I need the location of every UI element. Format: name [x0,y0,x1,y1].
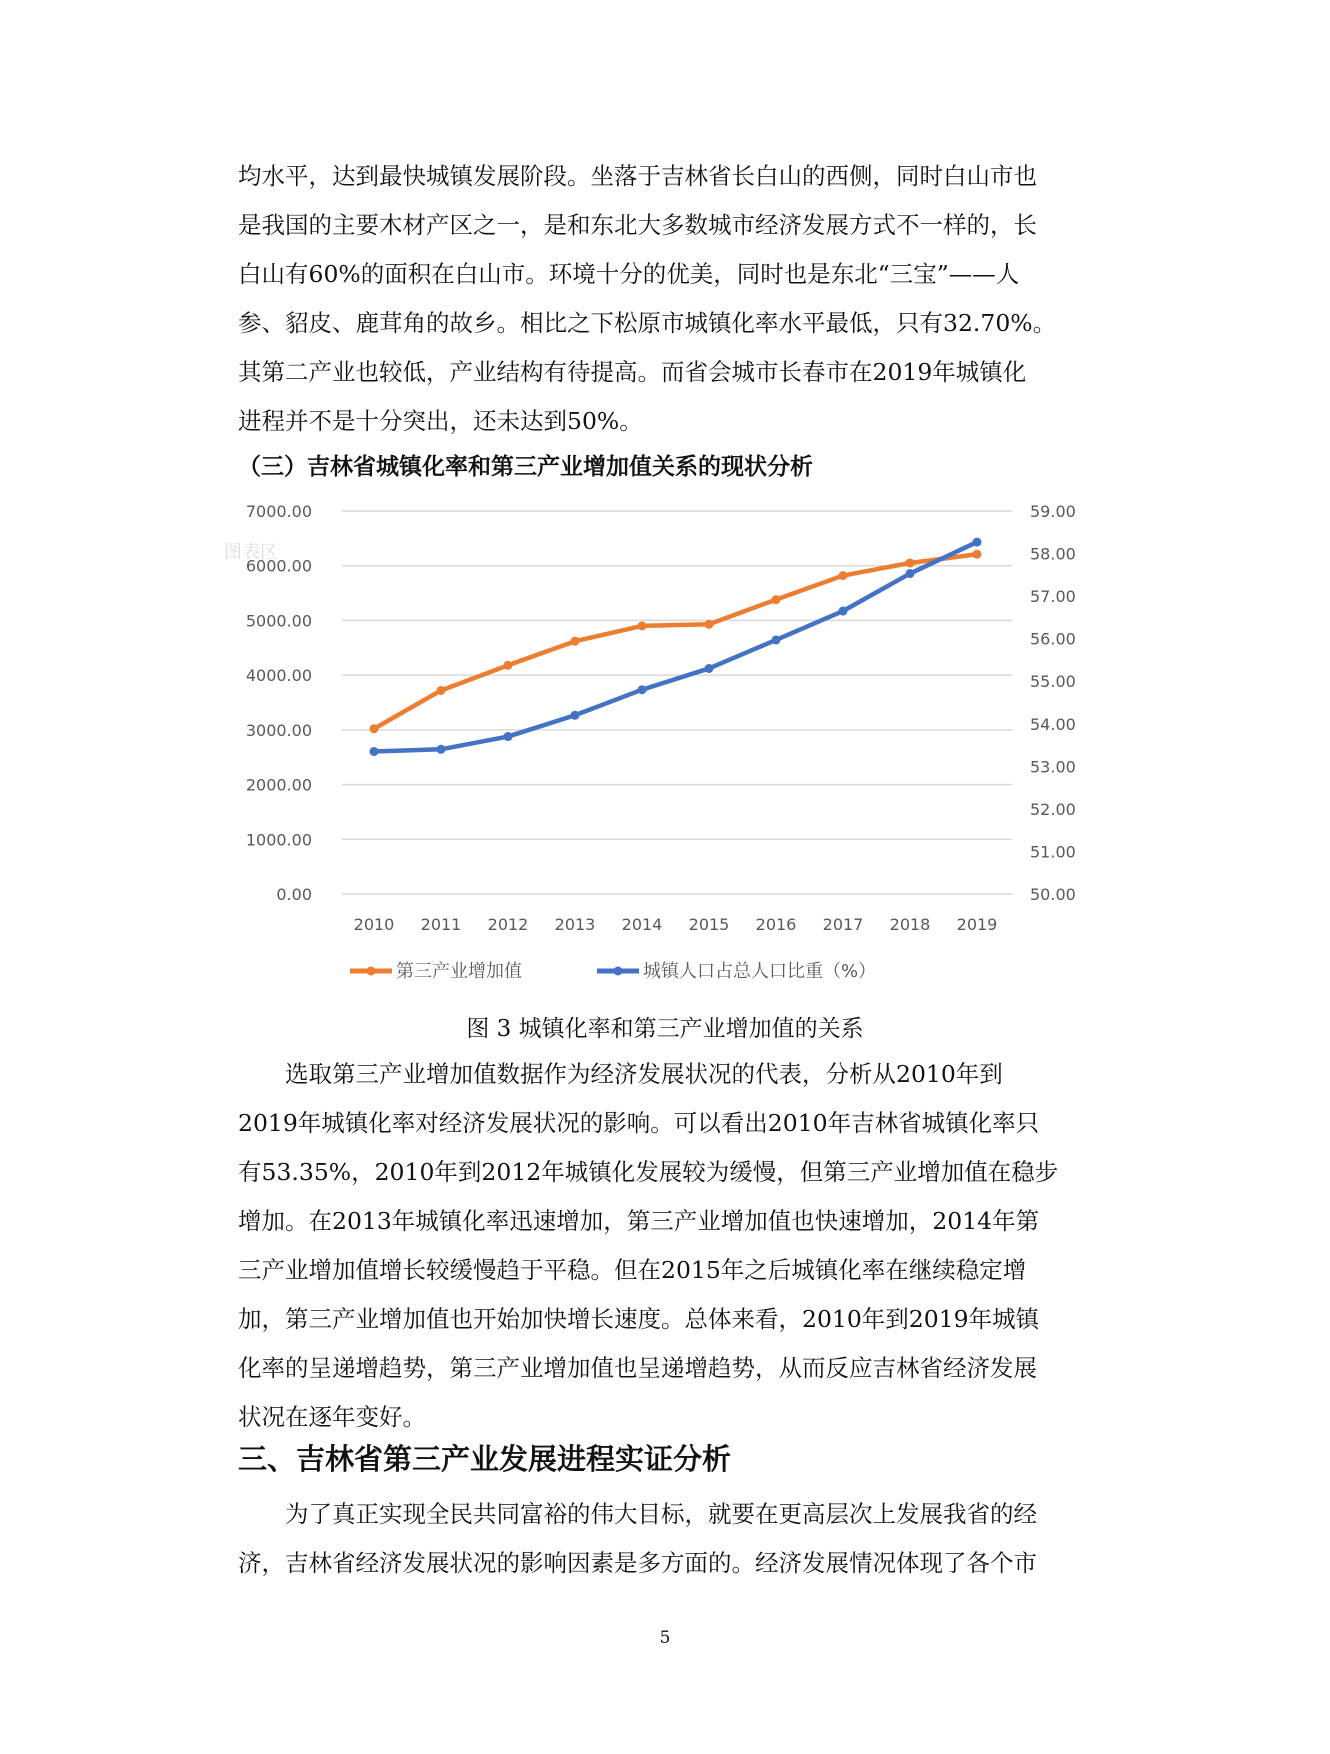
text-line: 化率的呈递增趋势，第三产业增加值也呈递增趋势，从而反应吉林省经济发展 [238,1354,1037,1382]
y-right-tick-label: 59.00 [1030,502,1076,521]
section-heading-2: 三、吉林省第三产业发展进程实证分析 [238,1442,732,1476]
x-tick-label: 2017 [822,915,864,934]
figure-caption: 图 3 城镇化率和第三产业增加值的关系 [466,1016,864,1042]
x-tick-label: 2015 [688,915,730,934]
y-left-tick-label: 0.00 [276,885,312,904]
text-line: 济，吉林省经济发展状况的影响因素是多方面的。经济发展情况体现了各个市 [238,1549,1037,1577]
y-right-tick-label: 57.00 [1030,587,1076,607]
y-right-tick-label: 52.00 [1030,799,1076,819]
y-left-tick-label: 2000.00 [245,775,312,795]
data-point [638,685,647,694]
legend-label: 城镇人口占总人口比重（%） [643,961,877,982]
data-point [772,635,781,644]
x-tick-label: 2019 [956,915,998,934]
data-point [437,745,446,754]
y-left-tick-label: 3000.00 [245,720,312,740]
line-chart [224,490,1090,1010]
x-tick-label: 2016 [755,915,797,934]
data-point [504,661,513,670]
text-line: 增加。在2013年城镇化率迅速增加，第三产业增加值也快速增加，2014年第 [238,1207,1040,1235]
x-tick-label: 2011 [420,915,462,934]
data-point [839,607,848,616]
text-line: 状况在逐年变好。 [238,1403,426,1431]
text-line: 为了真正实现全民共同富裕的伟大目标，就要在更高层次上发展我省的经 [238,1500,1037,1528]
text-line: 参、貂皮、鹿茸角的故乡。相比之下松原市城镇化率水平最低，只有32.70%。 [238,309,1057,337]
text-line: 均水平，达到最快城镇发展阶段。坐落于吉林省长白山的西侧，同时白山市也 [238,162,1037,190]
x-tick-label: 2012 [487,915,529,934]
text-line: 三产业增加值增长较缓慢趋于平稳。但在2015年之后城镇化率在继续稳定增 [238,1256,1027,1284]
data-point [973,550,982,559]
series-line-0 [374,554,977,729]
legend-marker [367,967,376,976]
x-tick-label: 2018 [889,915,931,934]
text-line: 选取第三产业增加值数据作为经济发展状况的代表，分析从2010年到 [238,1060,1003,1088]
y-left-tick-label: 1000.00 [245,830,312,850]
data-point [437,686,446,695]
watermark: 图表区 [224,542,278,563]
paragraph-2 [238,1050,1088,1442]
y-left-tick-label: 7000.00 [245,502,312,521]
data-point [370,747,379,756]
text-line: 白山有60%的面积在白山市。环境十分的优美，同时也是东北“三宝”——人 [238,260,1020,288]
y-left-tick-label: 4000.00 [245,666,312,686]
text-line: 有53.35%，2010年到2012年城镇化发展较为缓慢，但第三产业增加值在稳步 [238,1158,1059,1186]
data-point [906,558,915,567]
x-tick-label: 2010 [353,915,395,934]
text-line: 进程并不是十分突出，还未达到50%。 [238,407,643,435]
data-point [705,620,714,629]
data-point [973,538,982,547]
y-right-tick-label: 53.00 [1030,757,1076,777]
y-right-tick-label: 54.00 [1030,714,1076,734]
x-tick-label: 2013 [554,915,596,934]
legend-marker [614,967,623,976]
data-point [906,569,915,578]
y-right-tick-label: 51.00 [1030,842,1076,862]
page-number: 5 [659,1628,671,1648]
data-point [370,724,379,733]
text-line: 其第二产业也较低，产业结构有待提高。而省会城市长春市在2019年城镇化 [238,358,1027,386]
y-left-tick-label: 5000.00 [245,611,312,631]
y-left-tick-label: 6000.00 [245,556,312,576]
y-right-tick-label: 50.00 [1030,885,1076,904]
text-line: 2019年城镇化率对经济发展状况的影响。可以看出2010年吉林省城镇化率只 [238,1109,1040,1137]
data-point [772,595,781,604]
paragraph-1 [238,152,1088,446]
x-tick-label: 2014 [621,915,663,934]
y-right-tick-label: 58.00 [1030,544,1076,564]
series-line-1 [374,542,977,751]
legend-label: 第三产业增加值 [396,961,522,982]
text-line: 加，第三产业增加值也开始加快增长速度。总体来看，2010年到2019年城镇 [238,1305,1040,1333]
data-point [638,621,647,630]
data-point [705,664,714,673]
paragraph-3 [238,1490,1088,1588]
data-point [504,732,513,741]
text-line: 是我国的主要木材产区之一，是和东北大多数城市经济发展方式不一样的，长 [238,211,1037,239]
section-heading-3: （三）吉林省城镇化率和第三产业增加值关系的现状分析 [238,454,813,480]
y-right-tick-label: 56.00 [1030,629,1076,649]
data-point [571,637,580,646]
y-right-tick-label: 55.00 [1030,672,1076,692]
data-point [839,571,848,580]
data-point [571,711,580,720]
